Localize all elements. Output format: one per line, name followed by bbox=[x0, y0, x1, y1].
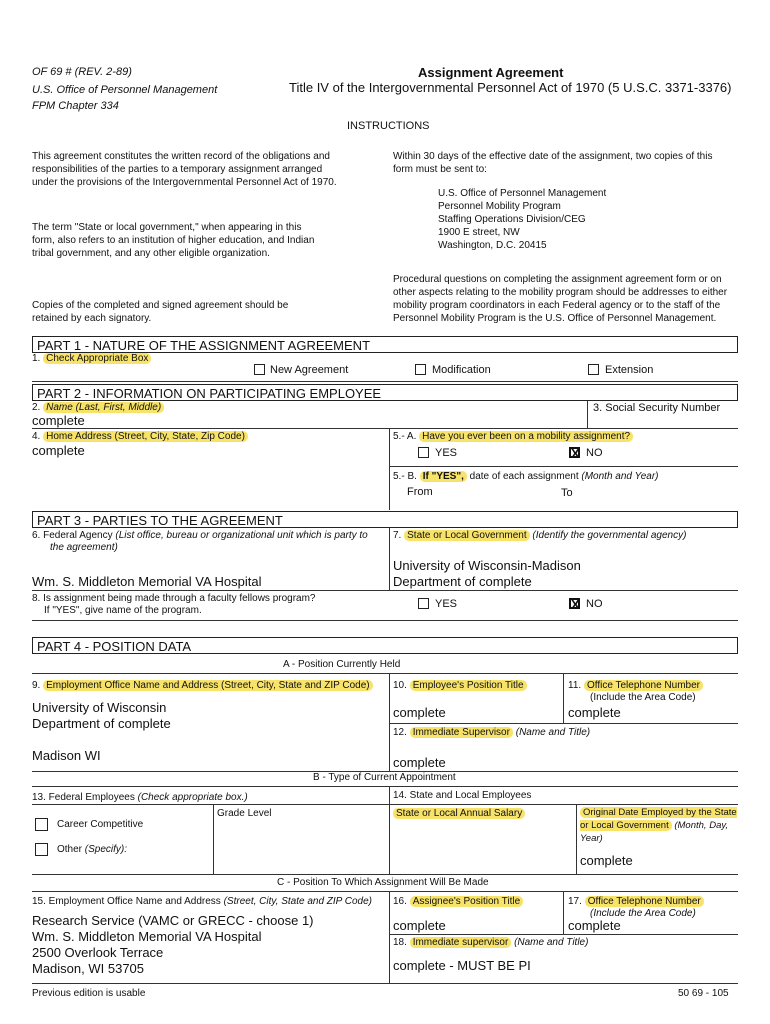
address-line: Wm. S. Middleton Memorial VA Hospital bbox=[32, 929, 262, 944]
q7-italic: (Identify the governmental agency) bbox=[532, 530, 687, 541]
address-line: Department of complete bbox=[32, 716, 171, 731]
q8-yes-label: YES bbox=[435, 598, 458, 610]
q5a-label bbox=[393, 431, 633, 442]
q5a-question: Have you ever been on a mobility assignment? bbox=[419, 431, 633, 442]
q5b-to-label: To bbox=[561, 487, 573, 499]
q18-number: 18. bbox=[393, 937, 407, 948]
assignee-position-title-field[interactable]: complete bbox=[393, 918, 446, 933]
q9-label-text: Employment Office Name and Address (Street, City, State and ZIP Code) bbox=[43, 680, 372, 691]
q13-label bbox=[32, 792, 248, 803]
q5a-yes-label: YES bbox=[435, 447, 458, 459]
footer-edition-note: Previous edition is usable bbox=[32, 988, 146, 999]
q14-label: 14. State and Local Employees bbox=[393, 790, 532, 801]
q7-label-text: State or Local Government bbox=[404, 530, 530, 541]
part2-heading: PART 2 - INFORMATION ON PARTICIPATING EMPLOYEE bbox=[32, 384, 738, 401]
address-line: 1900 E street, NW bbox=[438, 227, 520, 238]
q5a-no-label: NO bbox=[586, 447, 603, 459]
q5b-from-label: From bbox=[407, 486, 433, 498]
federal-agency-field[interactable]: Wm. S. Middleton Memorial VA Hospital bbox=[32, 574, 262, 589]
q4-label-text: Home Address (Street, City, State, Zip Code) bbox=[43, 431, 248, 442]
q15-label bbox=[32, 896, 372, 907]
q15-italic: (Street, City, State and ZIP Code) bbox=[223, 896, 372, 907]
q12-italic: (Name and Title) bbox=[515, 727, 591, 738]
original-date-text: Original Date Employed by the State or Local Government bbox=[580, 807, 737, 831]
extension-label: Extension bbox=[605, 364, 654, 376]
q11-label-text: Office Telephone Number bbox=[584, 680, 703, 691]
other-italic: (Specify): bbox=[84, 844, 128, 855]
q17-label-text: Office Telephone Number bbox=[585, 896, 704, 907]
q3-ssn-label: 3. Social Security Number bbox=[593, 402, 721, 414]
address-line: Madison WI bbox=[32, 748, 101, 763]
q1-number: 1. bbox=[32, 353, 41, 364]
q16-label bbox=[393, 896, 523, 907]
original-date-italic: (Month, Day, Year) bbox=[580, 820, 729, 844]
part3-heading: PART 3 - PARTIES TO THE AGREEMENT bbox=[32, 511, 738, 528]
q8-line2: If "YES", give name of the program. bbox=[44, 605, 202, 616]
address-line bbox=[32, 732, 362, 748]
original-date-label bbox=[580, 806, 742, 845]
q5b-label bbox=[393, 471, 658, 482]
q5a-yes-checkbox[interactable] bbox=[418, 447, 429, 458]
section-a-heading: A - Position Currently Held bbox=[283, 659, 401, 670]
grade-level-label: Grade Level bbox=[217, 808, 272, 819]
q5b-if-yes: If "YES", bbox=[420, 471, 467, 482]
q11-label bbox=[568, 680, 703, 691]
assignment-supervisor-field[interactable]: complete - MUST BE PI bbox=[393, 958, 531, 973]
modification-checkbox[interactable] bbox=[415, 364, 426, 375]
q18-label-text: Immediate supervisor bbox=[410, 937, 512, 948]
q12-number: 12. bbox=[393, 727, 407, 738]
q5a-prefix: 5.- A. bbox=[393, 431, 417, 442]
instructions-left-p1: This agreement constitutes the written record of the obligations and responsibilities of the parties to a temporary assignment arranged under the provisions of the Intergovernmental Personnel Act of 1970. bbox=[32, 151, 337, 188]
q7-number: 7. bbox=[393, 530, 402, 541]
other-label bbox=[57, 844, 127, 855]
other-checkbox[interactable] bbox=[35, 843, 48, 856]
address-line: Madison, WI 53705 bbox=[32, 961, 145, 976]
q1-label-text: Check Appropriate Box bbox=[43, 353, 151, 364]
other-text: Other bbox=[57, 844, 83, 855]
q10-number: 10. bbox=[393, 680, 407, 691]
q9-label bbox=[32, 680, 373, 691]
q11-number: 11. bbox=[568, 680, 582, 691]
career-competitive-label: Career Competitive bbox=[57, 819, 144, 830]
new-agreement-label: New Agreement bbox=[270, 364, 349, 376]
address-line: Staffing Operations Division/CEG bbox=[438, 214, 586, 225]
q8-line1: 8. Is assignment being made through a faculty fellows program? bbox=[32, 593, 316, 604]
q16-label-text: Assignee's Position Title bbox=[410, 896, 524, 907]
q4-number: 4. bbox=[32, 431, 41, 442]
q1-label bbox=[32, 353, 151, 364]
q2-label bbox=[32, 402, 164, 413]
section-c-heading: C - Position To Which Assignment Will Be Made bbox=[277, 877, 489, 888]
part1-heading: PART 1 - NATURE OF THE ASSIGNMENT AGREEMENT bbox=[32, 336, 738, 353]
q8-no-checkbox[interactable]: X bbox=[571, 597, 580, 612]
fpm-chapter: FPM Chapter 334 bbox=[32, 100, 119, 112]
home-address-field[interactable]: complete bbox=[32, 443, 85, 458]
q5a-no-checkbox[interactable]: X bbox=[571, 446, 580, 461]
q11-sublabel: (Include the Area Code) bbox=[590, 692, 696, 703]
instructions-right-p2: Procedural questions on completing the assignment agreement form or on other aspects relating to the mobility program should be addresses to either mobility program coordinators in each Federal agency or to the staff of the Personnel Mobility Program is the U.S. Office of Personnel Management. bbox=[393, 274, 728, 324]
address-line: 2500 Overlook Terrace bbox=[32, 945, 164, 960]
new-agreement-checkbox[interactable] bbox=[254, 364, 265, 375]
q17-sublabel: (Include the Area Code) bbox=[590, 908, 696, 919]
employee-name-field[interactable]: complete bbox=[32, 413, 85, 428]
q6-italic-line2: the agreement) bbox=[50, 542, 118, 553]
form-id: OF 69 # (REV. 2-89) bbox=[32, 66, 132, 78]
state-local-gov-line2[interactable]: Department of complete bbox=[393, 574, 532, 589]
agency-name: U.S. Office of Personnel Management bbox=[32, 84, 218, 96]
address-line: U.S. Office of Personnel Management bbox=[438, 188, 607, 199]
address-line: Research Service (VAMC or GRECC - choose 1) bbox=[32, 913, 314, 928]
form-title: Assignment Agreement bbox=[418, 65, 564, 80]
q18-label bbox=[393, 937, 588, 948]
modification-label: Modification bbox=[432, 364, 491, 376]
employee-position-title-field[interactable]: complete bbox=[393, 705, 446, 720]
assignment-employment-office-field[interactable] bbox=[32, 913, 387, 977]
address-line: Personnel Mobility Program bbox=[438, 201, 561, 212]
q16-number: 16. bbox=[393, 896, 407, 907]
assignment-telephone-field[interactable]: complete bbox=[568, 918, 621, 933]
instructions-right-p1: Within 30 days of the effective date of the assignment, two copies of this form must be sent to: bbox=[393, 151, 713, 175]
q7-label bbox=[393, 530, 686, 541]
address-line: University of Wisconsin bbox=[32, 700, 167, 715]
section-b-heading: B - Type of Current Appointment bbox=[313, 772, 456, 783]
part4-heading: PART 4 - POSITION DATA bbox=[32, 637, 738, 654]
q2-number: 2. bbox=[32, 402, 41, 413]
q17-number: 17. bbox=[568, 896, 582, 907]
immediate-supervisor-field[interactable]: complete bbox=[393, 755, 446, 770]
q9-number: 9. bbox=[32, 680, 41, 691]
q10-label bbox=[393, 680, 527, 691]
q13-italic: (Check appropriate box.) bbox=[137, 792, 248, 803]
q4-label bbox=[32, 431, 248, 442]
q8-no-label: NO bbox=[586, 598, 603, 610]
instructions-left-p3: Copies of the completed and signed agreement should be retained by each signatory. bbox=[32, 300, 289, 324]
q2-label-text: Name (Last, First, Middle) bbox=[43, 402, 164, 413]
mailing-address bbox=[438, 187, 698, 252]
q15-text: 15. Employment Office Name and Address bbox=[32, 896, 221, 907]
q12-label bbox=[393, 727, 590, 738]
current-employment-office-field[interactable] bbox=[32, 700, 362, 764]
q17-label bbox=[568, 896, 704, 907]
q6-label bbox=[32, 530, 368, 541]
extension-checkbox[interactable] bbox=[588, 364, 599, 375]
annual-salary-text: State or Local Annual Salary bbox=[393, 808, 525, 819]
q5b-italic: (Month and Year) bbox=[581, 471, 659, 482]
instructions-heading: INSTRUCTIONS bbox=[347, 120, 430, 132]
q6-text: 6. Federal Agency bbox=[32, 530, 113, 541]
footer-form-number: 50 69 - 105 bbox=[678, 988, 729, 999]
q12-label-text: Immediate Supervisor bbox=[410, 727, 513, 738]
q6-italic: (List office, bureau or organizational unit which is party to bbox=[115, 530, 368, 541]
q18-italic: (Name and Title) bbox=[514, 937, 589, 948]
state-local-gov-line1[interactable]: University of Wisconsin-Madison bbox=[393, 558, 581, 573]
instructions-left-p2: The term "State or local government," when appearing in this form, also refers to an institution of higher education, and Indian tribal government, and any other eligible organization. bbox=[32, 222, 315, 259]
original-date-field[interactable]: complete bbox=[580, 853, 633, 868]
annual-salary-label bbox=[393, 808, 525, 819]
career-competitive-checkbox[interactable] bbox=[35, 818, 48, 831]
q5b-text: date of each assignment bbox=[469, 471, 579, 482]
q8-yes-checkbox[interactable] bbox=[418, 598, 429, 609]
q13-text: 13. Federal Employees bbox=[32, 792, 135, 803]
office-telephone-field[interactable]: complete bbox=[568, 705, 621, 720]
form-subtitle: Title IV of the Intergovernmental Personnel Act of 1970 (5 U.S.C. 3371-3376) bbox=[289, 80, 732, 95]
q5b-prefix: 5.- B. bbox=[393, 471, 417, 482]
address-line: Washington, D.C. 20415 bbox=[438, 240, 547, 251]
q10-label-text: Employee's Position Title bbox=[410, 680, 527, 691]
